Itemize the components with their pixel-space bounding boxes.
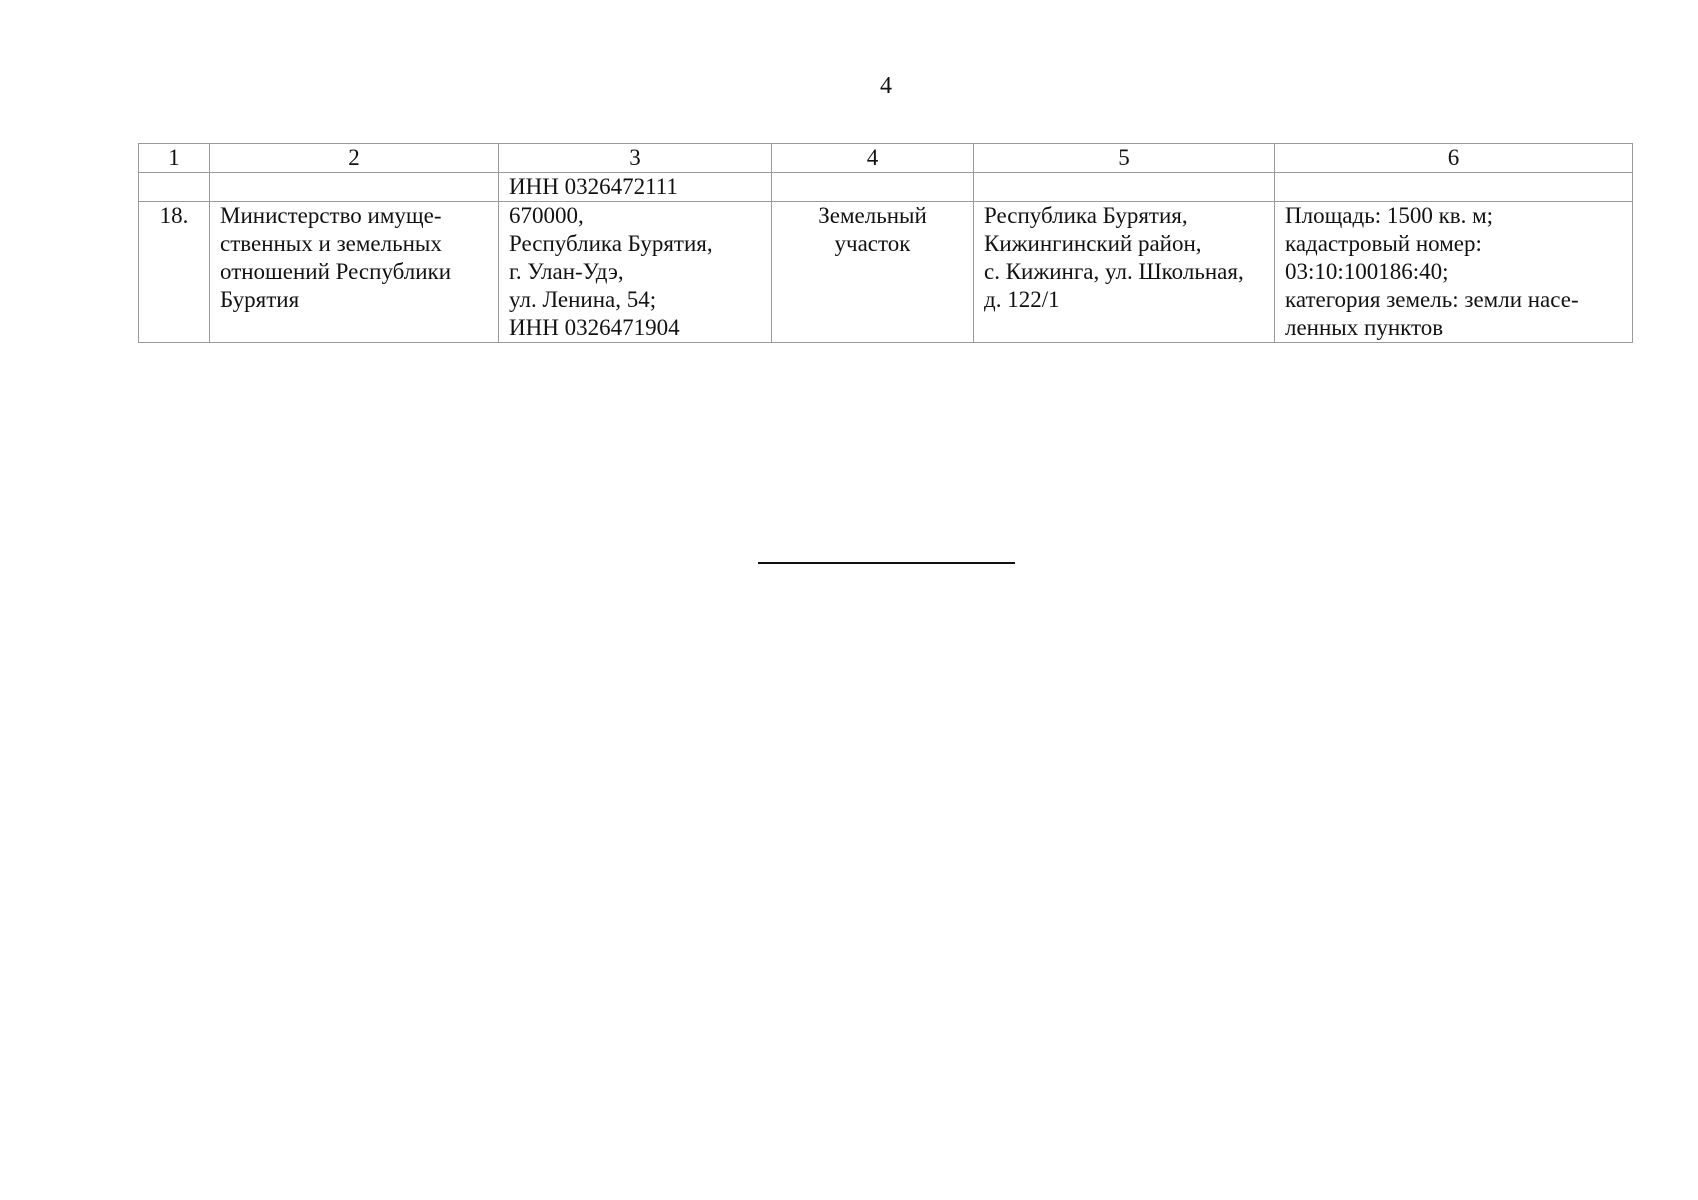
header-cell-2: 2 xyxy=(210,144,499,173)
header-cell-4: 4 xyxy=(772,144,974,173)
property-table xyxy=(138,143,1633,343)
header-cell-5: 5 xyxy=(974,144,1275,173)
cont-cell-6 xyxy=(1275,173,1633,202)
holder-name: Министерство имуще- ственных и земельных отношений Республики Бурятия xyxy=(210,202,499,343)
cont-cell-5 xyxy=(974,173,1275,202)
end-of-document-line xyxy=(758,562,1015,564)
cont-cell-4 xyxy=(772,173,974,202)
cont-cell-2 xyxy=(210,173,499,202)
table-row xyxy=(139,202,1633,343)
table-row-continuation xyxy=(139,173,1633,202)
object-characteristics: Площадь: 1500 кв. м; кадастровый номер: 03:10:100186:40; категория земель: земли насе- ленных пунктов xyxy=(1275,202,1633,343)
holder-address: 670000, Республика Бурятия, г. Улан-Удэ, ул. Ленина, 54; ИНН 0326471904 xyxy=(499,202,772,343)
header-cell-3: 3 xyxy=(499,144,772,173)
header-cell-1: 1 xyxy=(139,144,210,173)
row-number: 18. xyxy=(139,202,210,343)
cont-cell-1 xyxy=(139,173,210,202)
object-address: Республика Бурятия, Кижингинский район, с. Кижинга, ул. Школьная, д. 122/1 xyxy=(974,202,1275,343)
object-name: Земельный участок xyxy=(772,202,974,343)
table-header-row xyxy=(139,144,1633,173)
page-number: 4 xyxy=(880,73,892,99)
cont-cell-3: ИНН 0326472111 xyxy=(499,173,772,202)
header-cell-6: 6 xyxy=(1275,144,1633,173)
